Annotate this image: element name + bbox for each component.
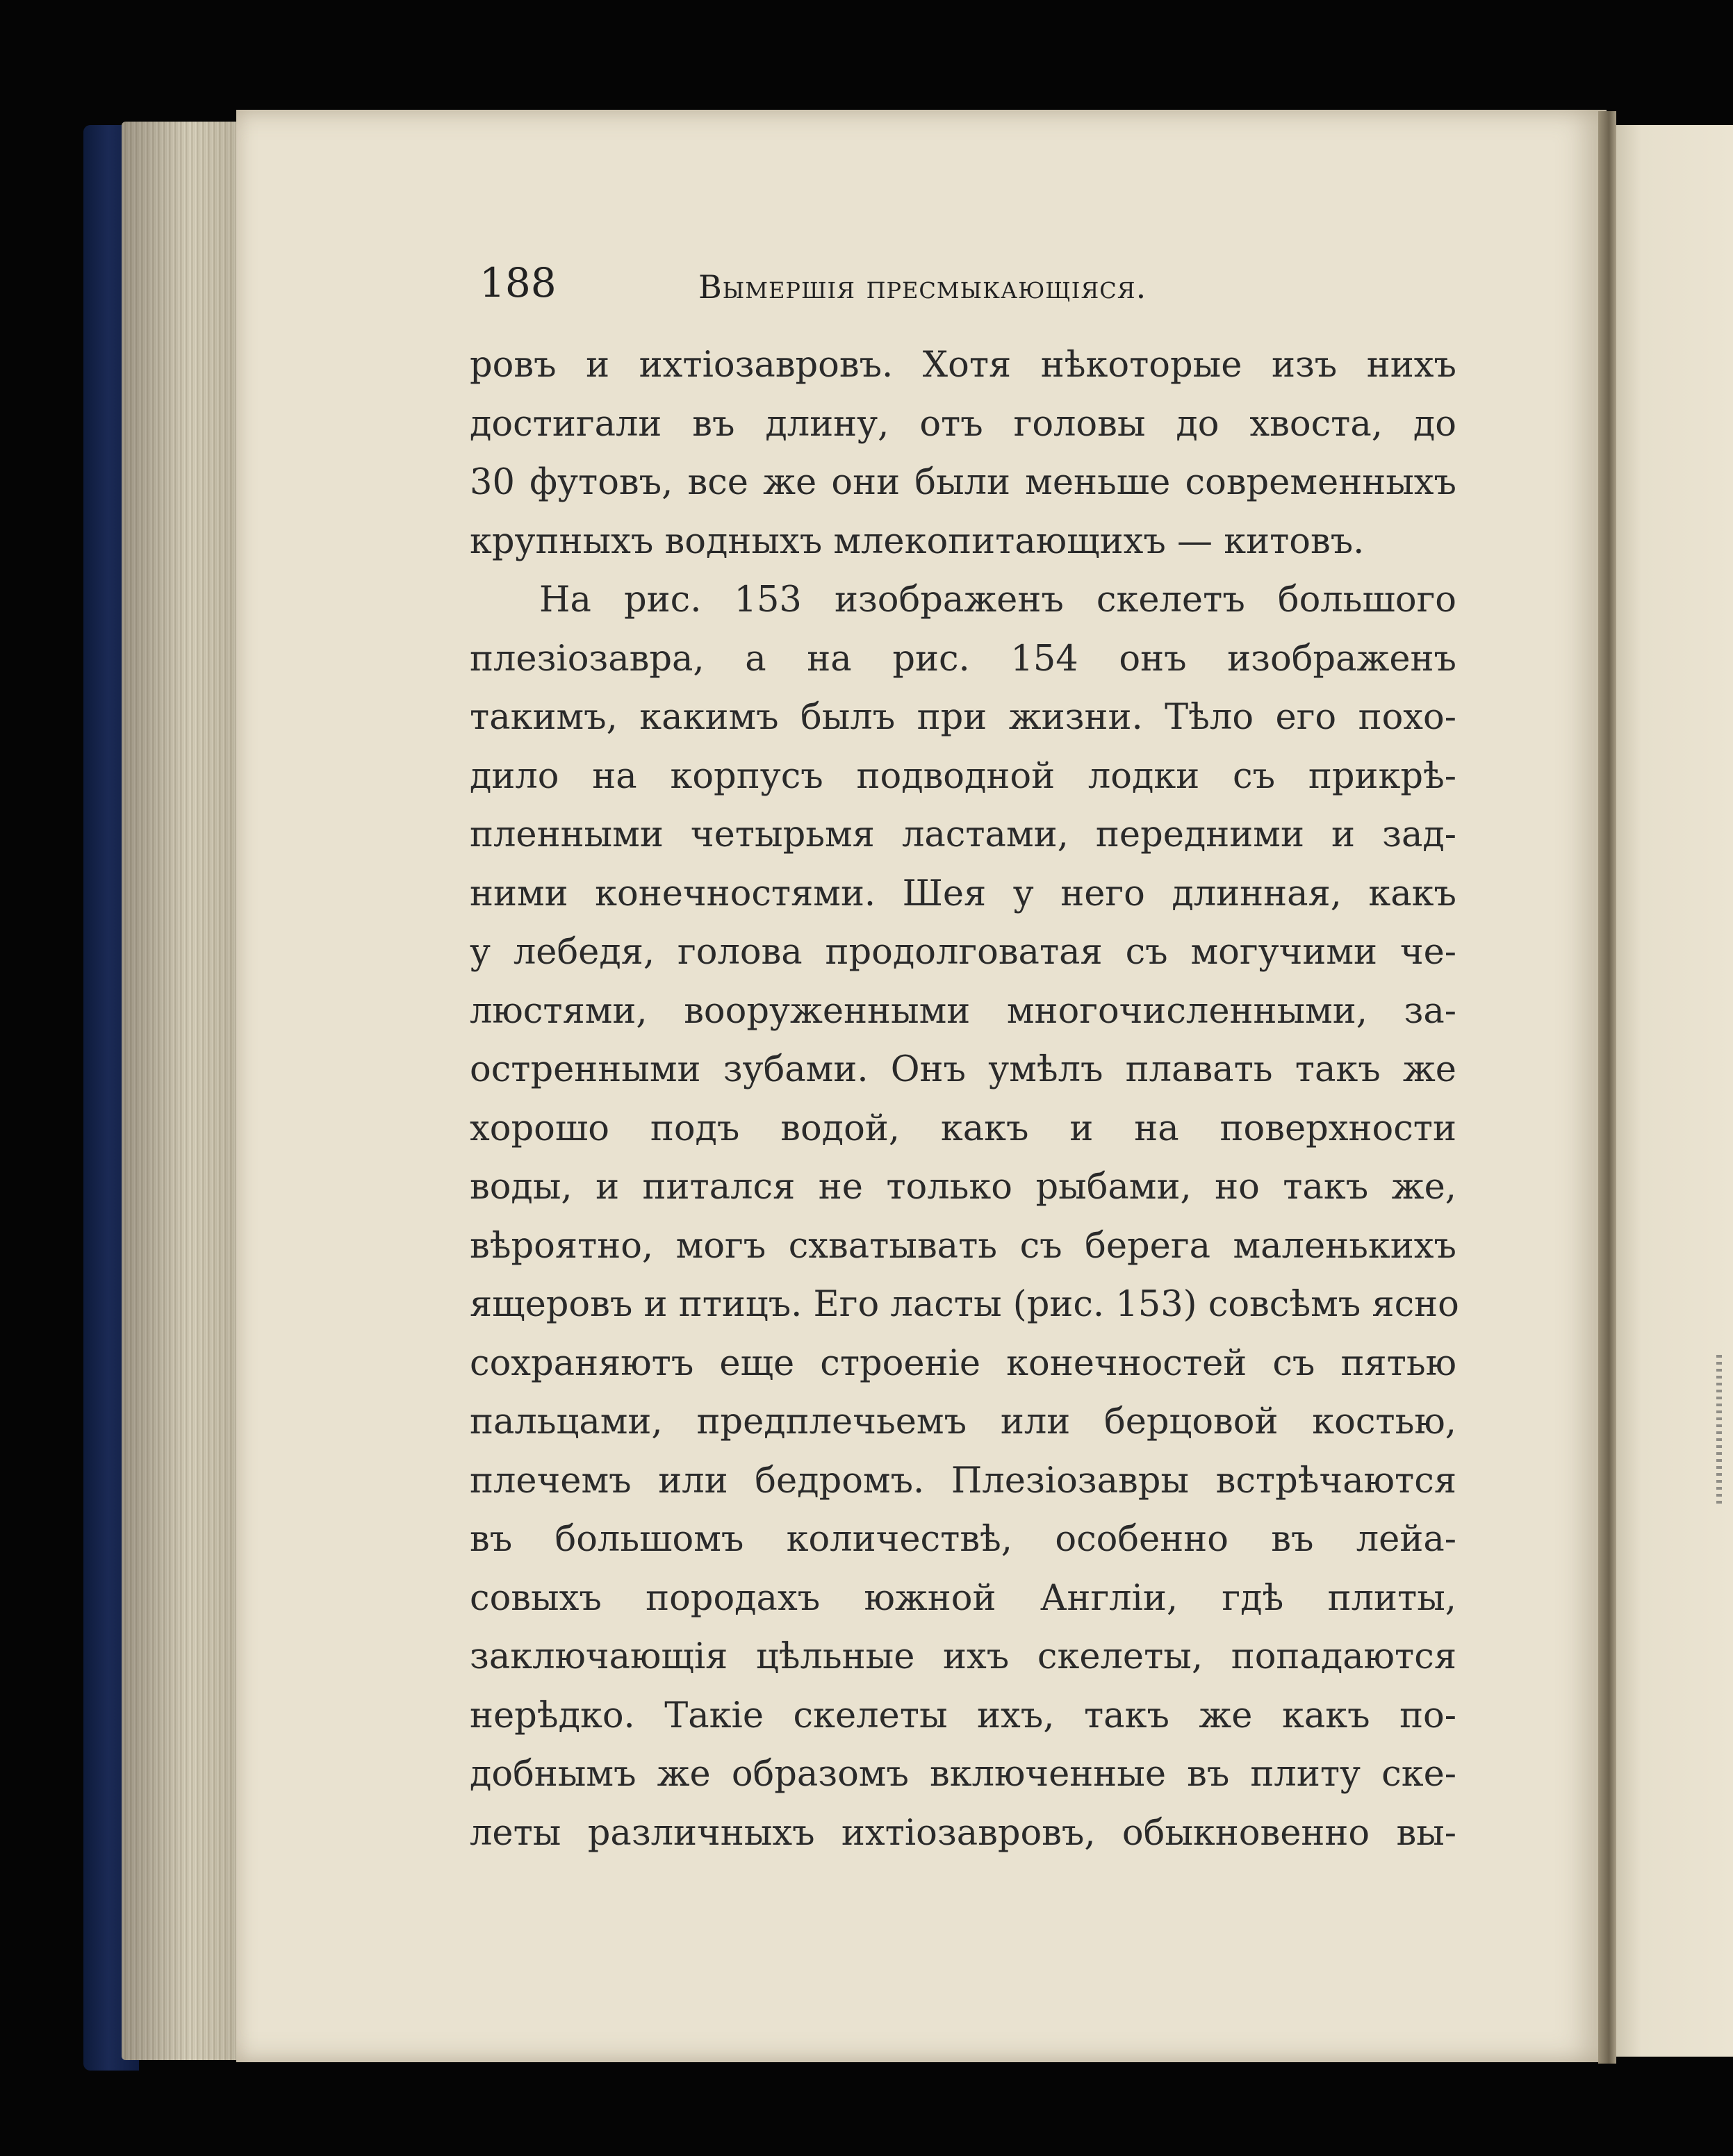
text-line: хорошо подъ водой, какъ и на поверхности [470, 1108, 1456, 1149]
text-line: На рис. 153 изображенъ скелетъ большого [539, 579, 1456, 620]
text-line: нерѣдко. Такіе скелеты ихъ, такъ же какъ по- [470, 1695, 1456, 1736]
running-title: Вымершія пресмыкающіяся. [698, 268, 1147, 306]
text-line: люстями, вооруженными многочисленными, за- [470, 990, 1456, 1032]
text-line: добнымъ же образомъ включенные въ плиту ске- [470, 1754, 1456, 1795]
text-line: плезіозавра, а на рис. 154 онъ изображенъ [470, 638, 1456, 680]
text-line: сохраняютъ еще строеніе конечностей съ пятью [470, 1342, 1456, 1384]
text-line: пленными четырьмя ластами, передними и зад- [470, 814, 1456, 855]
text-line: заключающія цѣльные ихъ скелеты, попадаются [470, 1636, 1456, 1677]
body-text [470, 336, 1459, 1863]
text-line: такимъ, какимъ былъ при жизни. Тѣло его похо- [470, 697, 1456, 738]
text-line: леты различныхъ ихтіозавровъ, обыкновенно вы- [470, 1812, 1456, 1854]
text-line: совыхъ породахъ южной Англіи, гдѣ плиты, [470, 1577, 1456, 1619]
book-gutter [1598, 111, 1616, 2064]
text-line: крупныхъ водныхъ млекопитающихъ — китовъ. [470, 520, 1365, 562]
facing-page [1611, 125, 1733, 2057]
text-line: въ большомъ количествѣ, особенно въ лейа- [470, 1519, 1456, 1560]
page-number: 188 [479, 259, 557, 306]
text-line: ящеровъ и птицъ. Его ласты (рис. 153) совсѣмъ ясно [470, 1284, 1459, 1325]
facing-page-marks [1716, 1355, 1722, 1508]
text-line: воды, и питался не только рыбами, но такъ же, [470, 1167, 1456, 1208]
text-line: 30 футовъ, все же они были меньше современныхъ [470, 462, 1456, 503]
text-line: дило на корпусъ подводной лодки съ прикрѣ- [470, 755, 1456, 797]
text-line: остренными зубами. Онъ умѣлъ плавать такъ же [470, 1049, 1456, 1090]
running-head [479, 258, 1452, 307]
text-line: пальцами, предплечьемъ или берцовой костью, [470, 1401, 1456, 1442]
text-line: у лебедя, голова продолговатая съ могучими че- [470, 932, 1456, 973]
text-line: достигали въ длину, отъ головы до хвоста, до [470, 403, 1456, 445]
text-line: ровъ и ихтіозавровъ. Хотя нѣкоторые изъ нихъ [470, 345, 1456, 386]
text-line: ними конечностями. Шея у него длинная, какъ [470, 873, 1456, 914]
text-line: вѣроятно, могъ схватывать съ берега маленькихъ [470, 1225, 1456, 1267]
text-line: плечемъ или бедромъ. Плезіозавры встрѣчаются [470, 1460, 1456, 1501]
